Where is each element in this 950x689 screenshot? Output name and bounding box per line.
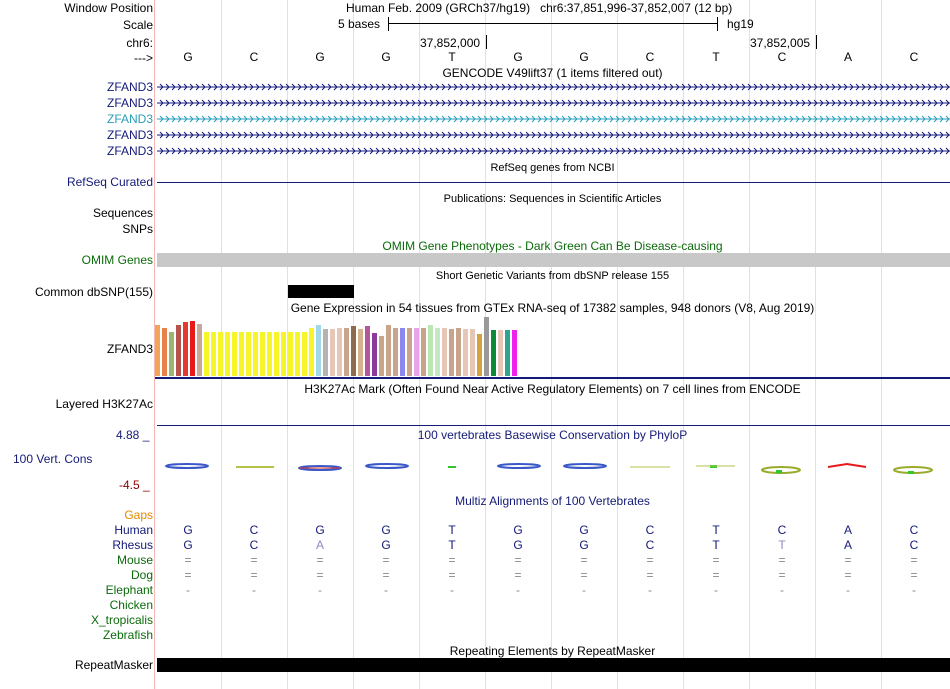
gencode-strand-arrows: [160, 100, 949, 106]
multiz-aligned-base: -: [384, 583, 388, 597]
multiz-aligned-base: =: [250, 568, 258, 582]
coord-tick-2: [816, 35, 817, 49]
multiz-aligned-base: -: [516, 583, 520, 597]
gtex-tissue-bar[interactable]: [449, 329, 454, 376]
multiz-aligned-base: =: [646, 553, 654, 567]
gtex-tissue-bar[interactable]: [274, 332, 279, 376]
multiz-aligned-base: G: [579, 523, 589, 537]
dbsnp-label[interactable]: Common dbSNP(155): [34, 285, 153, 299]
gtex-tissue-bar[interactable]: [498, 330, 503, 376]
repeatmasker-track-title[interactable]: Repeating Elements by RepeatMasker: [449, 644, 656, 658]
multiz-aligned-base: =: [910, 553, 918, 567]
gtex-tissue-bar[interactable]: [169, 332, 174, 376]
gridline: [551, 0, 552, 689]
gtex-tissue-bar[interactable]: [323, 329, 328, 376]
sequence-base: G: [315, 50, 325, 64]
gtex-tissue-bar[interactable]: [183, 322, 188, 376]
refseq-track-title[interactable]: RefSeq genes from NCBI: [490, 162, 615, 174]
multiz-species-label[interactable]: Chicken: [109, 598, 153, 612]
dbsnp-variant-block[interactable]: [288, 285, 354, 298]
gtex-tissue-bar[interactable]: [288, 332, 293, 376]
multiz-species-label[interactable]: Human: [114, 523, 153, 537]
multiz-aligned-base: T: [448, 538, 456, 552]
multiz-aligned-base: =: [844, 568, 852, 582]
multiz-aligned-base: =: [712, 568, 720, 582]
gtex-tissue-bar[interactable]: [372, 333, 377, 376]
coord-label-2: 37,852,005: [750, 36, 811, 50]
gencode-transcript-label[interactable]: ZFAND3: [106, 96, 153, 110]
sequence-base: G: [579, 50, 589, 64]
gtex-tissue-bar[interactable]: [232, 332, 237, 376]
gtex-tissue-bar[interactable]: [400, 328, 405, 376]
multiz-aligned-base: -: [450, 583, 454, 597]
gencode-transcript-label[interactable]: ZFAND3: [106, 144, 153, 158]
multiz-gaps-label[interactable]: Gaps: [124, 508, 153, 522]
gtex-tissue-bar[interactable]: [225, 332, 230, 376]
sequence-base: C: [645, 50, 655, 64]
gtex-tissue-bar[interactable]: [512, 330, 517, 376]
gtex-tissue-bar[interactable]: [162, 328, 167, 376]
gencode-transcript-label[interactable]: ZFAND3: [106, 112, 153, 126]
sequence-base: C: [249, 50, 259, 64]
gtex-tissue-bar[interactable]: [337, 328, 342, 376]
gtex-label[interactable]: ZFAND3: [106, 342, 153, 356]
multiz-aligned-base: G: [381, 538, 391, 552]
multiz-species-label[interactable]: Dog: [130, 568, 153, 582]
gtex-tissue-bar[interactable]: [407, 328, 412, 376]
multiz-aligned-base: =: [448, 568, 456, 582]
gtex-tissue-bar[interactable]: [414, 328, 419, 376]
multiz-aligned-base: -: [714, 583, 718, 597]
sequence-base: C: [777, 50, 787, 64]
gtex-tissue-bar[interactable]: [309, 328, 314, 376]
scale-bar-right-tick: [717, 17, 718, 31]
gtex-tissue-bar[interactable]: [176, 325, 181, 376]
h3k27ac-label[interactable]: Layered H3K27Ac: [55, 397, 153, 411]
conservation-glyphs: [166, 464, 932, 474]
gtex-tissue-bar[interactable]: [295, 332, 300, 376]
multiz-aligned-base: =: [184, 553, 192, 567]
multiz-aligned-base: T: [778, 538, 786, 552]
gtex-tissue-bar[interactable]: [246, 332, 251, 376]
gtex-tissue-bar[interactable]: [155, 325, 160, 376]
multiz-aligned-base: =: [910, 568, 918, 582]
gencode-strand-arrows: [160, 84, 949, 90]
gtex-tissue-bar[interactable]: [253, 332, 258, 376]
gencode-strand-arrows: [160, 116, 949, 122]
multiz-aligned-base: C: [249, 538, 259, 552]
multiz-aligned-base: C: [645, 523, 655, 537]
gtex-tissue-bar[interactable]: [351, 326, 356, 376]
multiz-aligned-base: A: [843, 523, 852, 537]
gtex-tissue-bar[interactable]: [386, 325, 391, 376]
multiz-aligned-base: =: [778, 568, 786, 582]
gtex-tissue-bar[interactable]: [491, 330, 496, 376]
gencode-strand-arrows: [160, 148, 949, 154]
omim-track-title[interactable]: OMIM Gene Phenotypes - Dark Green Can Be Disease-causing: [382, 239, 723, 253]
multiz-track-title[interactable]: Multiz Alignments of 100 Vertebrates: [455, 494, 650, 508]
coord-tick-1: [486, 35, 487, 49]
publications-label-snps[interactable]: SNPs: [122, 222, 153, 236]
multiz-aligned-base: -: [186, 583, 190, 597]
multiz-aligned-base: =: [448, 553, 456, 567]
gencode-track-title[interactable]: GENCODE V49lift37 (1 items filtered out): [442, 66, 663, 80]
multiz-aligned-base: C: [645, 538, 655, 552]
multiz-aligned-base: G: [513, 538, 523, 552]
multiz-aligned-base: C: [249, 523, 259, 537]
multiz-aligned-base: G: [513, 523, 523, 537]
multiz-aligned-base: =: [844, 553, 852, 567]
conservation-ymin: -4.5 _: [119, 478, 150, 492]
gridline: [419, 0, 420, 689]
gtex-tissue-bar[interactable]: [456, 328, 461, 376]
multiz-aligned-base: -: [582, 583, 586, 597]
multiz-species-label[interactable]: Mouse: [116, 553, 153, 567]
gtex-tissue-bar[interactable]: [211, 332, 216, 376]
multiz-aligned-base: =: [712, 553, 720, 567]
gtex-track-title[interactable]: Gene Expression in 54 tissues from GTEx RNA-seq of 17382 samples, 948 donors (V8, Aug 2019): [290, 301, 815, 315]
gridline: [815, 0, 816, 689]
conservation-ymax: 4.88 _: [116, 428, 150, 442]
omim-label[interactable]: OMIM Genes: [81, 253, 153, 267]
omim-gene-bar[interactable]: [157, 253, 950, 267]
multiz-aligned-base: -: [252, 583, 256, 597]
gtex-tissue-bar[interactable]: [470, 329, 475, 376]
gtex-tissue-bar[interactable]: [330, 329, 335, 376]
gridline: [881, 0, 882, 689]
scale-label: Scale: [122, 18, 153, 32]
h3k27ac-track-title[interactable]: H3K27Ac Mark (Often Found Near Active Regulatory Elements) on 7 cell lines from ENCODE: [304, 382, 801, 396]
multiz-aligned-base: G: [183, 523, 193, 537]
multiz-aligned-base: -: [846, 583, 850, 597]
multiz-aligned-base: -: [318, 583, 322, 597]
multiz-aligned-base: G: [183, 538, 193, 552]
multiz-aligned-base: A: [843, 538, 852, 552]
scale-bar: [388, 23, 718, 24]
gridline: [617, 0, 618, 689]
dbsnp-track-title[interactable]: Short Genetic Variants from dbSNP release 155: [435, 270, 670, 282]
multiz-aligned-base: C: [909, 523, 919, 537]
multiz-aligned-base: =: [250, 553, 258, 567]
gtex-tissue-bar[interactable]: [463, 329, 468, 376]
multiz-aligned-base: -: [780, 583, 784, 597]
sequence-base: C: [909, 50, 919, 64]
gtex-tissue-bar[interactable]: [239, 332, 244, 376]
multiz-aligned-base: =: [778, 553, 786, 567]
gtex-tissue-bar[interactable]: [379, 336, 384, 376]
conservation-track-title[interactable]: 100 vertebrates Basewise Conservation by PhyloP: [417, 428, 688, 442]
assembly-label: hg19: [727, 17, 754, 31]
gtex-tissue-bar[interactable]: [505, 330, 510, 376]
multiz-species-label[interactable]: X_tropicalis: [90, 613, 153, 627]
multiz-aligned-base: =: [316, 553, 324, 567]
multiz-aligned-base: G: [579, 538, 589, 552]
multiz-species-label[interactable]: Elephant: [105, 583, 153, 597]
window-position-label: Window Position: [64, 1, 153, 15]
gtex-baseline: [155, 377, 950, 379]
multiz-aligned-base: T: [712, 523, 720, 537]
gencode-strand-arrows: [160, 132, 949, 138]
publications-label-sequences[interactable]: Sequences: [92, 206, 153, 220]
gtex-tissue-bar[interactable]: [365, 326, 370, 376]
multiz-aligned-base: G: [381, 523, 391, 537]
refseq-label[interactable]: RefSeq Curated: [66, 175, 153, 189]
multiz-aligned-base: C: [777, 523, 787, 537]
coord-label-1: 37,852,000: [420, 36, 481, 50]
gtex-tissue-bar[interactable]: [435, 328, 440, 376]
window-position-value[interactable]: Human Feb. 2009 (GRCh37/hg19) chr6:37,851,996-37,852,007 (12 bp): [346, 1, 733, 15]
repeatmasker-label[interactable]: RepeatMasker: [74, 658, 153, 672]
chrom-label: chr6:: [126, 36, 153, 50]
multiz-aligned-base: =: [580, 568, 588, 582]
multiz-aligned-base: =: [580, 553, 588, 567]
gridline: [683, 0, 684, 689]
sequence-base: A: [843, 50, 852, 64]
h3k27ac-baseline: [157, 425, 950, 426]
conservation-label[interactable]: 100 Vert. Cons: [13, 452, 93, 466]
multiz-aligned-base: G: [315, 523, 325, 537]
gtex-tissue-bar[interactable]: [281, 332, 286, 376]
sequence-base: G: [183, 50, 193, 64]
gridline: [749, 0, 750, 689]
publications-track-title[interactable]: Publications: Sequences in Scientific Articles: [443, 193, 662, 205]
gtex-tissue-bar[interactable]: [302, 332, 307, 376]
multiz-aligned-base: =: [382, 568, 390, 582]
gencode-transcript-label[interactable]: ZFAND3: [106, 80, 153, 94]
scale-bar-left-tick: [388, 17, 389, 31]
multiz-aligned-base: =: [646, 568, 654, 582]
gtex-tissue-bar[interactable]: [204, 332, 209, 376]
multiz-aligned-base: -: [912, 583, 916, 597]
sequence-base: G: [381, 50, 391, 64]
gtex-tissue-bar[interactable]: [484, 317, 489, 376]
multiz-aligned-base: -: [648, 583, 652, 597]
gtex-tissue-bar[interactable]: [218, 332, 223, 376]
repeatmasker-bar[interactable]: [157, 658, 950, 672]
strand-label: --->: [134, 51, 153, 65]
sequence-base: T: [448, 50, 456, 64]
gtex-tissue-bar[interactable]: [197, 324, 202, 376]
multiz-species-label[interactable]: Zebrafish: [102, 628, 153, 642]
multiz-aligned-base: =: [382, 553, 390, 567]
multiz-aligned-base: =: [514, 568, 522, 582]
scale-text: 5 bases: [338, 17, 381, 31]
gencode-transcript-label[interactable]: ZFAND3: [106, 128, 153, 142]
gtex-tissue-bar[interactable]: [393, 328, 398, 376]
multiz-aligned-base: A: [315, 538, 324, 552]
gtex-tissue-bar[interactable]: [428, 325, 433, 376]
gtex-tissue-bar[interactable]: [358, 329, 363, 376]
multiz-aligned-base: T: [712, 538, 720, 552]
multiz-aligned-base: =: [316, 568, 324, 582]
multiz-species-label[interactable]: Rhesus: [112, 538, 153, 552]
multiz-aligned-base: =: [514, 553, 522, 567]
gtex-tissue-bar[interactable]: [421, 328, 426, 376]
gtex-tissue-bar[interactable]: [267, 332, 272, 376]
multiz-aligned-base: T: [448, 523, 456, 537]
gtex-tissue-bar[interactable]: [344, 328, 349, 376]
gtex-tissue-bar[interactable]: [477, 334, 482, 376]
multiz-aligned-base: C: [909, 538, 919, 552]
sequence-base: G: [513, 50, 523, 64]
gtex-tissue-bar[interactable]: [260, 332, 265, 376]
gtex-tissue-bar[interactable]: [442, 328, 447, 376]
sequence-base: T: [712, 50, 720, 64]
gtex-tissue-bar[interactable]: [190, 321, 195, 376]
refseq-gene-line[interactable]: [157, 182, 950, 183]
multiz-aligned-base: =: [184, 568, 192, 582]
gtex-tissue-bar[interactable]: [316, 325, 321, 376]
